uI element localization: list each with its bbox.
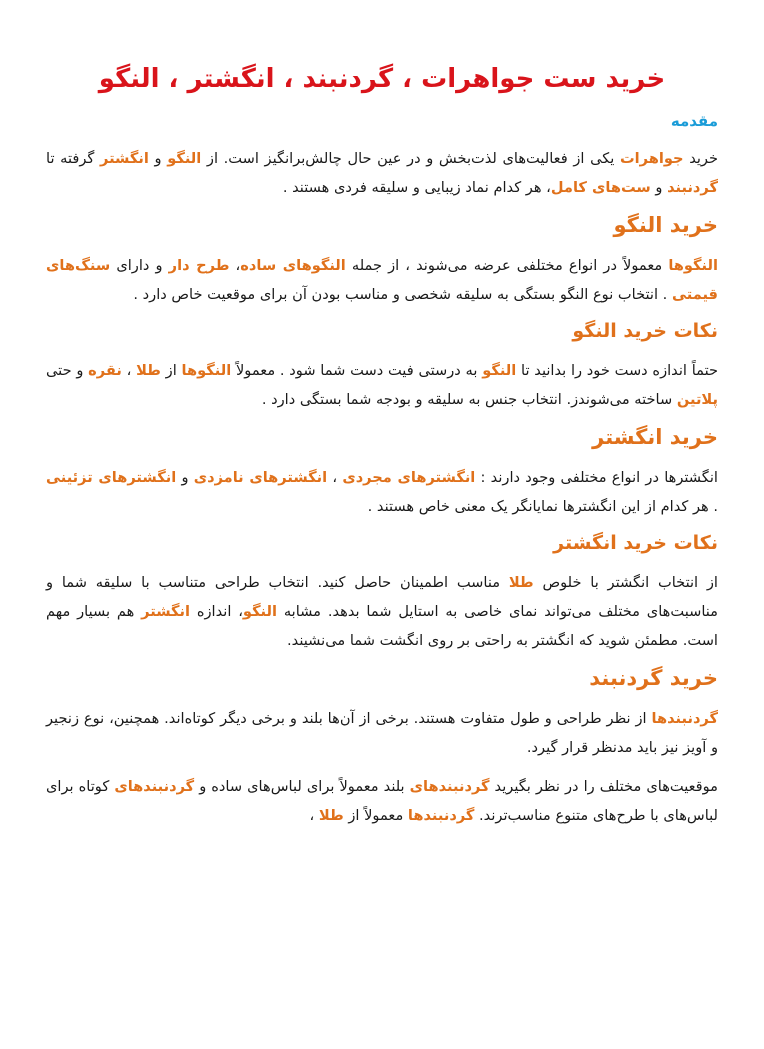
necklace-text: معمولاً از [343, 807, 408, 825]
intro-paragraph [46, 144, 718, 202]
keyword-bangle: النگو [167, 150, 202, 167]
keyword-gold: طلا [508, 573, 534, 591]
ring-tips-text: مناسب اطمینان حاصل کنید. انتخاب طراحی متناسب با سلیقه شما و مناسبت‌های مختلف می‌تواند نمای خاصی به استایل شما بدهد. مشابه [46, 573, 719, 620]
ring-text: انگشترها در انواع مختلفی وجود دارند : [475, 469, 718, 487]
bangle-heading: خرید النگو [613, 213, 718, 237]
bangle-tips-text: حتماً اندازه دست خود را بدانید تا [516, 361, 719, 379]
ring-text: و [176, 469, 194, 487]
keyword-decorative-rings: انگشترهای تزئینی [46, 469, 177, 487]
keyword-necklaces: گردنبندها [407, 807, 475, 825]
section-bangle [46, 212, 718, 309]
intro-text: گرفته تا [46, 150, 100, 167]
necklace-paragraph-1 [46, 704, 718, 762]
ring-tips-heading: نکات خرید انگشتر [553, 532, 718, 555]
keyword-full-sets: ست‌های کامل [550, 179, 651, 196]
bangle-paragraph [46, 251, 718, 309]
keyword-bangle: النگو [482, 361, 517, 379]
keyword-necklaces: گردنبندهای [409, 778, 490, 796]
keyword-necklaces: گردنبندهای [114, 778, 195, 796]
section-bangle-tips [46, 319, 718, 414]
page-title: خرید ست جواهرات ، گردنبند ، انگشتر ، النگو [98, 64, 666, 94]
keyword-gold: طلا [318, 807, 344, 825]
intro-text: ، هر کدام نماد زیبایی و سلیقه فردی هستند . [282, 179, 551, 196]
keyword-simple-bangles: النگوهای ساده [240, 257, 346, 275]
necklace-text: از نظر طراحی و طول متفاوت هستند. برخی از آن‌ها بلند و برخی دیگر کوتاه‌اند. همچنین، نوع زنجیر و آویز نیز باید مدنظر قرار گیرد. [46, 710, 718, 757]
keyword-engagement-rings: انگشترهای نامزدی [193, 469, 328, 487]
intro-text: و [148, 150, 168, 167]
section-ring-tips [46, 531, 718, 655]
keyword-necklaces: گردنبندها [651, 710, 718, 728]
keyword-bangle: النگو [242, 602, 277, 620]
ring-tips-text: هم بسیار مهم است. مطمئن شوید که انگشتر به راحتی بر روی انگشت شما می‌نشیند. [46, 602, 718, 649]
ring-text: . هر کدام از این انگشترها نمایانگر یک معنی خاص هستند . [367, 498, 718, 516]
ring-tips-paragraph [46, 568, 718, 655]
keyword-jewelry: جواهرات [620, 150, 684, 167]
necklace-heading: خرید گردنبند [589, 665, 718, 690]
bangle-tips-text: و حتی [46, 361, 89, 379]
necklace-paragraph-2 [46, 772, 718, 830]
intro-text: یکی از فعالیت‌های لذت‌بخش و در عین حال چالش‌برانگیز است. از [201, 150, 621, 167]
bangle-text: . انتخاب نوع النگو بستگی به سلیقه شخصی و مناسب بودن آن برای موقعیت خاص دارد . [133, 286, 672, 304]
necklace-text: موقعیت‌های مختلف را در نظر بگیرید [489, 778, 718, 796]
bangle-tips-heading: نکات خرید النگو [572, 320, 718, 343]
necklace-text: کوتاه برای لباس‌های با طرح‌های متنوع مناسب‌ترند. [46, 778, 718, 825]
section-intro [46, 112, 718, 202]
intro-text: خرید [683, 150, 718, 167]
ring-tips-text: ، اندازه [190, 602, 243, 620]
bangle-tips-paragraph [46, 356, 718, 414]
ring-tips-text: از انتخاب انگشتر با خلوص [533, 573, 718, 591]
keyword-ring: انگشتر [100, 150, 149, 167]
keyword-gold: طلا [136, 361, 161, 379]
keyword-necklace: گردنبند [667, 179, 718, 196]
intro-text: و [650, 179, 668, 196]
keyword-silver: نقره [88, 361, 122, 379]
ring-text: ، [327, 469, 343, 487]
keyword-patterned: طرح دار [168, 257, 230, 275]
keyword-single-rings: انگشترهای مجردی [342, 469, 476, 487]
bangle-text: و دارای [110, 257, 169, 275]
ring-heading: خرید انگشتر [592, 424, 718, 449]
section-ring [46, 424, 718, 521]
bangle-tips-text: به درستی فیت دست شما شود . معمولاً [231, 361, 483, 379]
keyword-ring: انگشتر [141, 602, 191, 620]
keyword-gemstones: سنگ‌های قیمتی [46, 257, 718, 304]
keyword-bangles: النگوها [668, 257, 718, 275]
necklace-text: ، [309, 807, 319, 825]
bangle-text: معمولاً در انواع مختلفی عرضه می‌شوند ، از جمله [345, 257, 669, 275]
necklace-text: بلند معمولاً برای لباس‌های ساده و [194, 778, 410, 796]
ring-paragraph [46, 463, 718, 521]
keyword-platinum: پلاتین [676, 390, 718, 408]
keyword-bangles: النگوها [181, 361, 232, 379]
bangle-tips-text: ساخته می‌شوندز. انتخاب جنس به سلیقه و بودجه شما بستگی دارد . [261, 390, 677, 408]
section-necklace [46, 665, 718, 830]
intro-heading: مقدمه [670, 112, 718, 130]
bangle-text: ، [229, 257, 241, 275]
bangle-tips-text: ، [121, 361, 137, 379]
bangle-tips-text: از [160, 361, 182, 379]
